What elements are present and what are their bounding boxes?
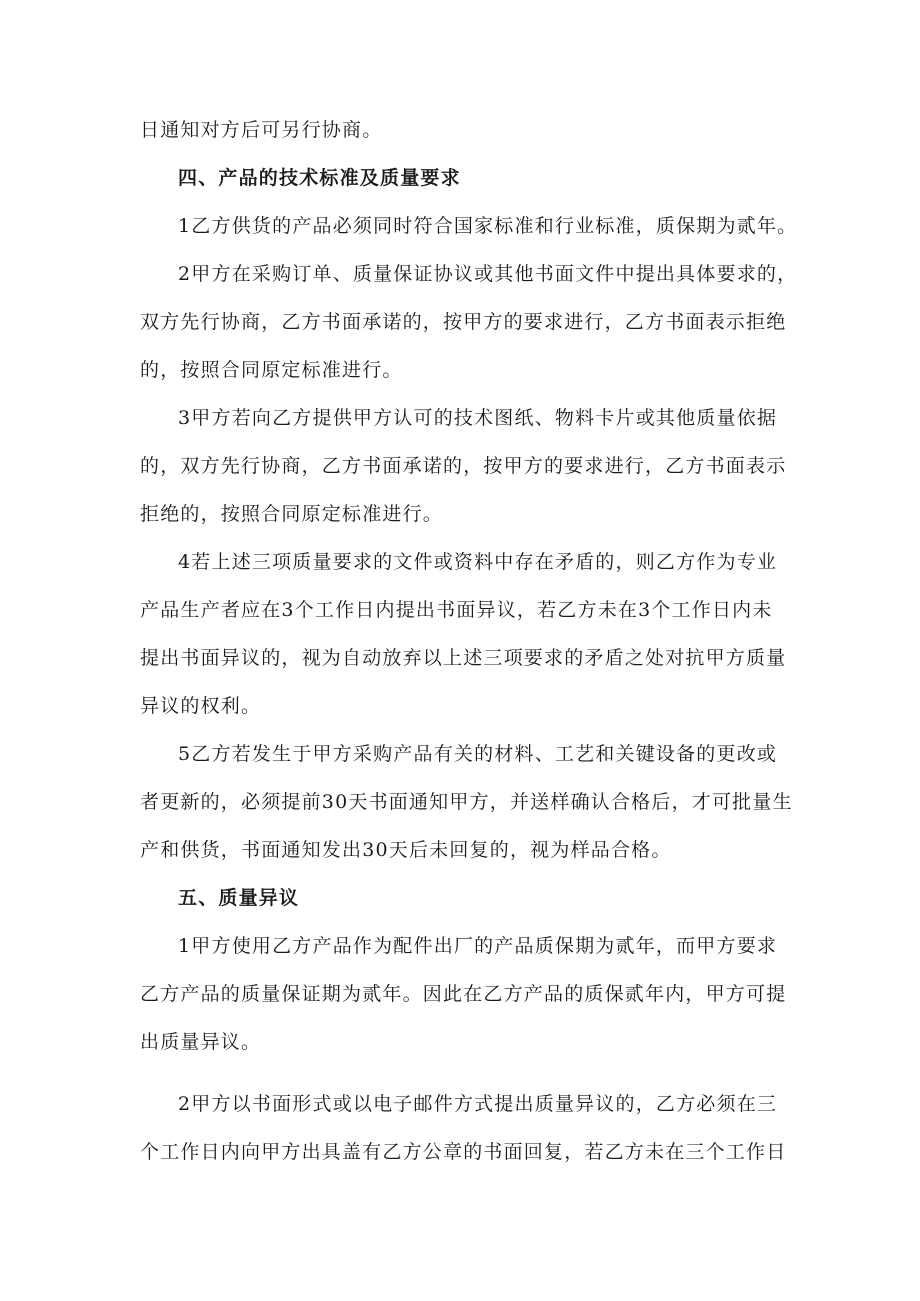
paragraph-line: 日通知对方后可另行协商。 (140, 119, 383, 141)
paragraph-line: 产和供货，书面通知发出30天后未回复的，视为样品合格。 (140, 839, 672, 861)
paragraph-line: 的，双方先行协商，乙方书面承诺的，按甲方的要求进行，乙方书面表示 (140, 455, 787, 477)
paragraph-line: 乙方产品的质量保证期为贰年。因此在乙方产品的质保贰年内，甲方可提 (140, 983, 787, 1005)
paragraph-line: 3甲方若向乙方提供甲方认可的技术图纸、物料卡片或其他质量依据 (178, 407, 778, 429)
section-heading-5: 五、质量异议 (178, 887, 300, 909)
paragraph-line: 1甲方使用乙方产品作为配件出厂的产品质保期为贰年，而甲方要求 (178, 935, 778, 957)
paragraph-line: 1乙方供货的产品必须同时符合国家标准和行业标准，质保期为贰年。 (178, 215, 798, 237)
paragraph-gap (140, 1066, 790, 1080)
document-page (140, 106, 798, 1176)
paragraph-line: 提出书面异议的，视为自动放弃以上述三项要求的矛盾之处对抗甲方质量 (140, 647, 787, 669)
paragraph-line: 异议的权利。 (140, 695, 262, 717)
paragraph-line: 4若上述三项质量要求的文件或资料中存在矛盾的，则乙方作为专业 (178, 551, 778, 573)
paragraph-line: 的，按照合同原定标准进行。 (140, 359, 403, 381)
paragraph-line: 拒绝的，按照合同原定标准进行。 (140, 503, 444, 525)
paragraph-line: 5乙方若发生于甲方采购产品有关的材料、工艺和关键设备的更改或 (178, 743, 778, 765)
paragraph-line: 2甲方以书面形式或以电子邮件方式提出质量异议的，乙方必须在三 (178, 1093, 778, 1115)
paragraph-line: 双方先行协商，乙方书面承诺的，按甲方的要求进行，乙方书面表示拒绝 (140, 311, 787, 333)
section-heading-4: 四、产品的技术标准及质量要求 (178, 167, 461, 189)
paragraph-line: 产品生产者应在3个工作日内提出书面异议，若乙方未在3个工作日内未 (140, 599, 773, 621)
paragraph-line: 出质量异议。 (140, 1031, 262, 1053)
paragraph-line: 2甲方在采购订单、质量保证协议或其他书面文件中提出具体要求的， (178, 263, 798, 285)
paragraph-line: 者更新的，必须提前30天书面通知甲方，并送样确认合格后，才可批量生 (140, 791, 793, 813)
paragraph-line: 个工作日内向甲方出具盖有乙方公章的书面回复，若乙方未在三个工作日 (140, 1141, 787, 1163)
